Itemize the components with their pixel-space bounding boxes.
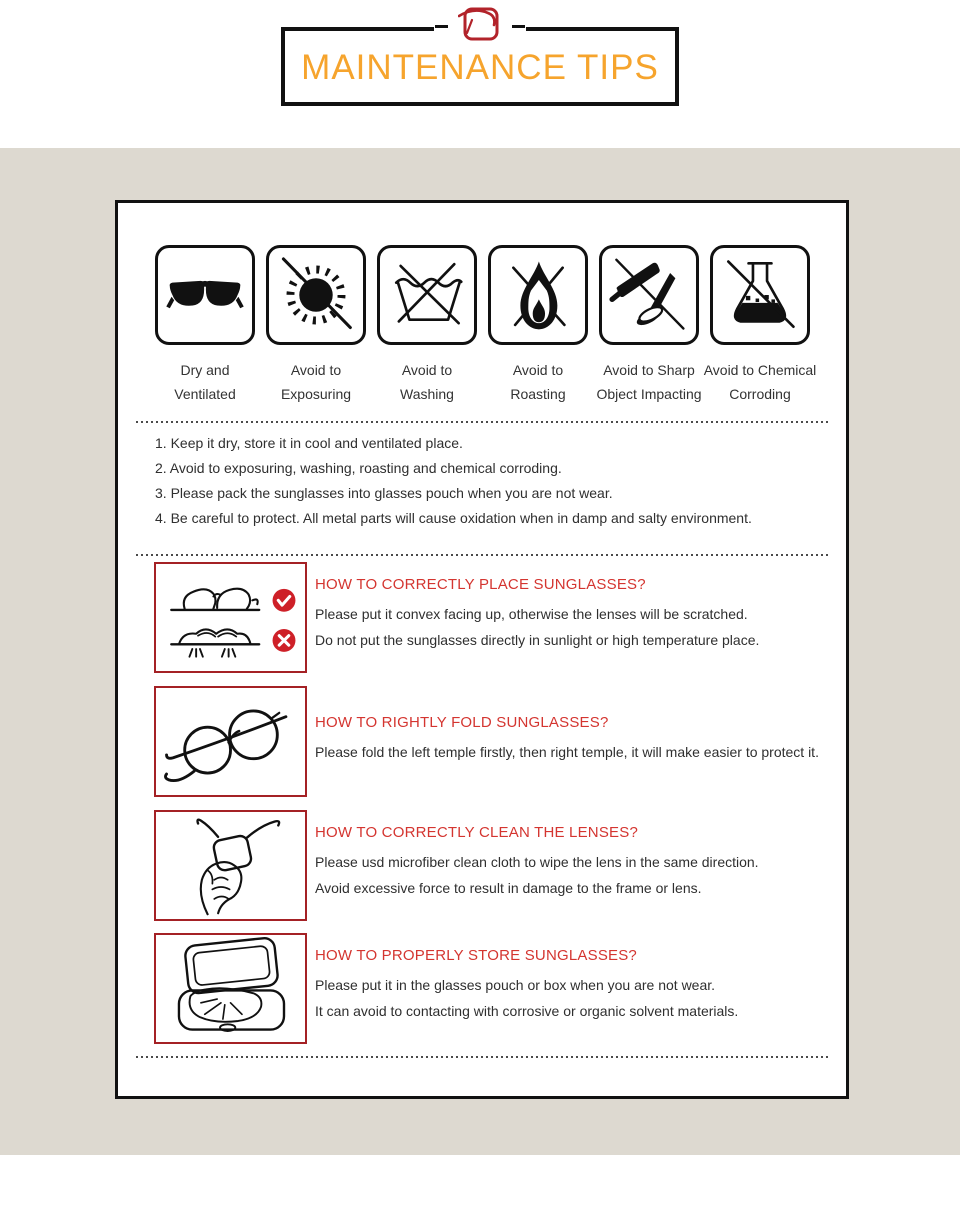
section-line: Please put it in the glasses pouch or box when you are not wear. xyxy=(315,977,716,993)
header-logo xyxy=(434,4,526,44)
care-item-no-roasting xyxy=(488,245,588,406)
content-card xyxy=(115,200,849,1099)
store-sunglasses-illustration xyxy=(157,936,305,1042)
dotted-separator-middle xyxy=(136,554,830,556)
care-label-line2: Washing xyxy=(400,386,454,402)
tip-item-1: 1. Keep it dry, store it in cool and ventilated place. xyxy=(155,435,463,451)
section-place-sunglasses xyxy=(154,562,828,673)
logo-right-dash xyxy=(512,25,525,28)
section-line: Avoid excessive force to result in damage to the frame or lens. xyxy=(315,880,702,896)
clean-lenses-illustration xyxy=(157,813,305,919)
care-label-line1: Avoid to xyxy=(512,362,564,378)
no-roasting-icon xyxy=(494,251,582,339)
tip-item-3: 3. Please pack the sunglasses into glasses pouch when you are not wear. xyxy=(155,485,613,501)
section-fold-sunglasses xyxy=(154,686,828,797)
section-line: Please fold the left temple firstly, then right temple, it will make easier to protect it. xyxy=(315,744,819,760)
care-label-line1: Dry and xyxy=(180,362,230,378)
care-label-line1: Avoid to xyxy=(401,362,453,378)
tips-list xyxy=(155,431,752,531)
no-sharp-object-icon xyxy=(605,251,693,339)
tip-item-2: 2. Avoid to exposuring, washing, roasting and chemical corroding. xyxy=(155,460,562,476)
section-line: Please put it convex facing up, otherwise the lenses will be scratched. xyxy=(315,606,748,622)
care-item-dry xyxy=(155,245,255,406)
place-sunglasses-illustration xyxy=(157,565,305,671)
dotted-separator-top xyxy=(136,421,830,423)
page-title: MAINTENANCE TIPS xyxy=(301,47,659,87)
care-item-no-washing xyxy=(377,245,477,406)
care-label-line1: Avoid to Sharp xyxy=(603,362,695,378)
care-label-line2: Ventilated xyxy=(174,386,236,402)
care-icons-row xyxy=(155,245,817,406)
care-item-no-exposure xyxy=(266,245,366,406)
care-label-line2: Corroding xyxy=(729,386,791,402)
section-heading: HOW TO CORRECTLY CLEAN THE LENSES? xyxy=(315,824,638,841)
section-store-sunglasses xyxy=(154,933,828,1044)
care-label-line2: Object Impacting xyxy=(596,386,702,402)
no-washing-icon xyxy=(383,251,471,339)
section-line: Do not put the sunglasses directly in sunlight or high temperature place. xyxy=(315,632,760,648)
tip-item-4: 4. Be careful to protect. All metal parts will cause oxidation when in damp and salty environment. xyxy=(155,510,752,526)
section-heading: HOW TO RIGHTLY FOLD SUNGLASSES? xyxy=(315,714,609,731)
section-heading: HOW TO PROPERLY STORE SUNGLASSES? xyxy=(315,947,637,964)
fold-sunglasses-illustration xyxy=(157,689,305,795)
sunglasses-icon xyxy=(161,251,249,339)
section-heading: HOW TO CORRECTLY PLACE SUNGLASSES? xyxy=(315,576,646,593)
care-item-no-sharp-object xyxy=(596,245,702,406)
no-sun-exposure-icon xyxy=(272,251,360,339)
section-line: Please usd microfiber clean cloth to wipe the lens in the same direction. xyxy=(315,854,759,870)
logo-left-dash xyxy=(435,25,448,28)
care-item-no-chemical xyxy=(703,245,817,406)
glasses-logo-icon xyxy=(458,5,502,43)
section-clean-lenses xyxy=(154,810,828,921)
no-chemical-icon xyxy=(716,251,804,339)
care-label-line1: Avoid to xyxy=(290,362,342,378)
dotted-separator-bottom xyxy=(136,1056,830,1058)
care-label-line1: Avoid to Chemical xyxy=(703,362,817,378)
section-line: It can avoid to contacting with corrosive or organic solvent materials. xyxy=(315,1003,739,1019)
care-label-line2: Exposuring xyxy=(280,386,352,402)
care-label-line2: Roasting xyxy=(510,386,566,402)
